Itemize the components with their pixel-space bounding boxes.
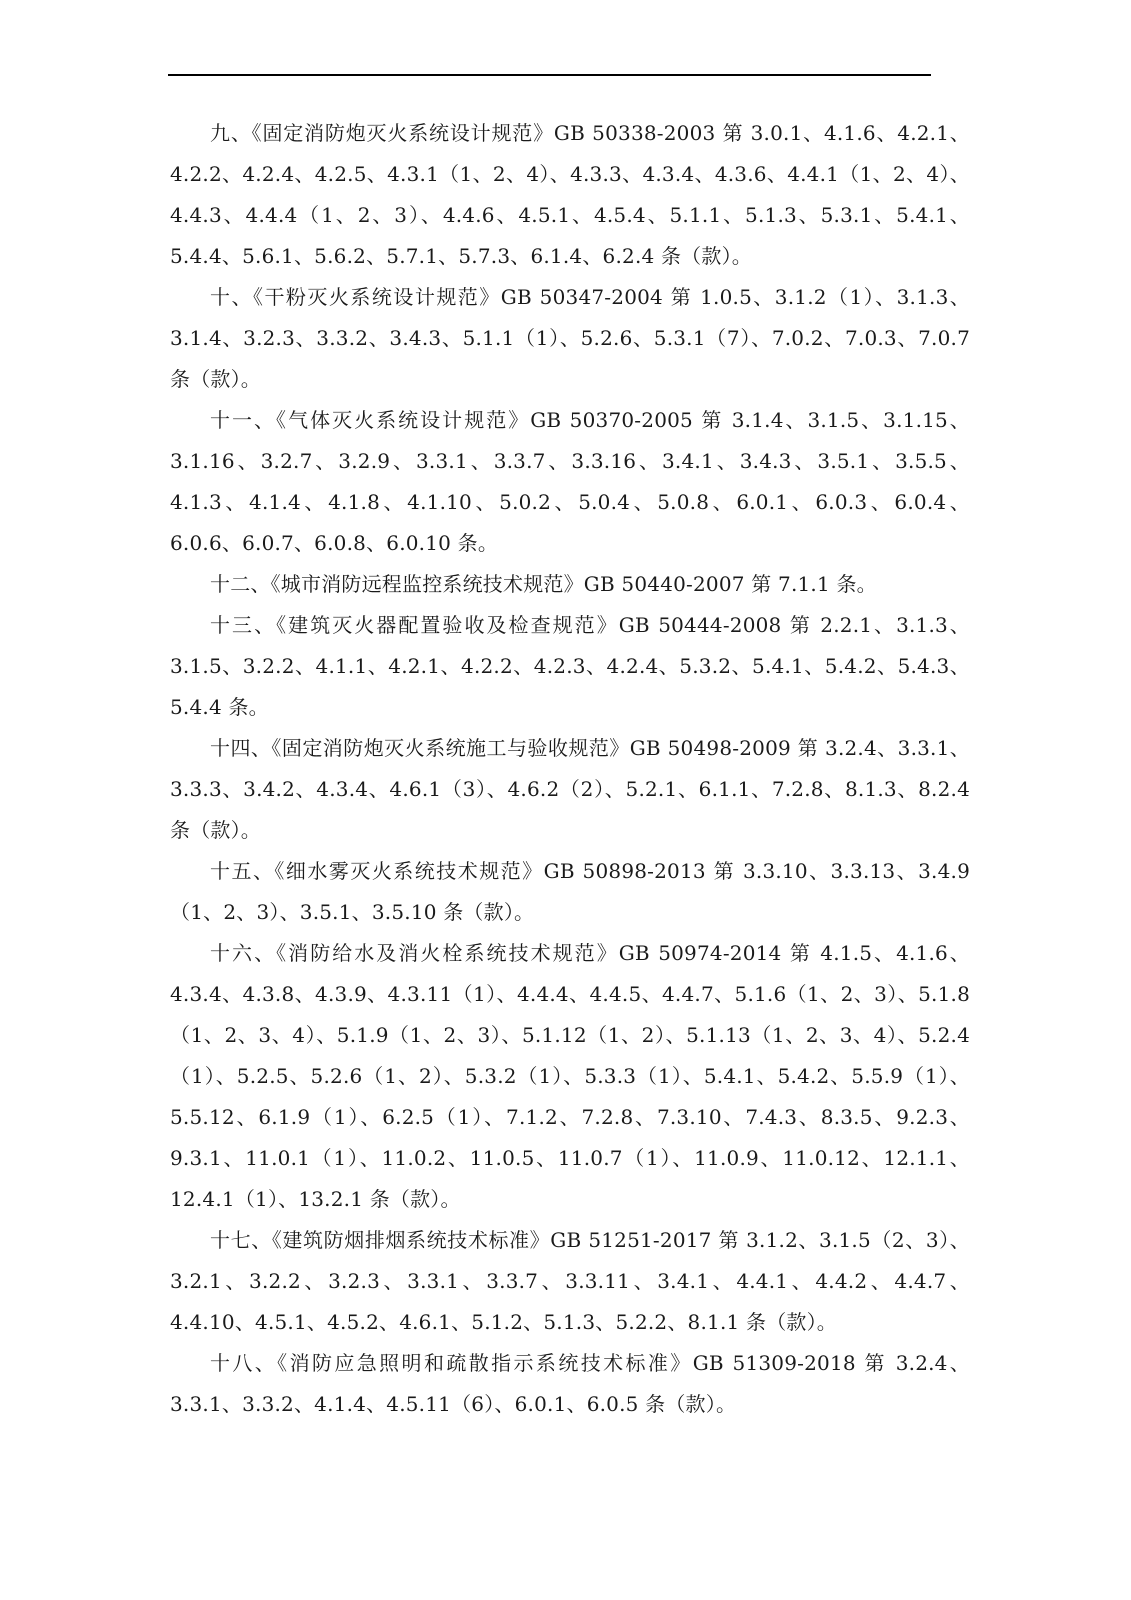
- paragraph-13: 十三、《建筑灭火器配置验收及检查规范》GB 50444-2008 第 2.2.1、3.1.3、3.1.5、3.2.2、4.1.1、4.2.1、4.2.2、4.2.3、4.2.4、5.3.2、5.4.1、5.4.2、5.4.3、5.4.4 条。: [170, 613, 970, 719]
- document-body: [170, 113, 970, 1425]
- paragraph-9: 九、《固定消防炮灭火系统设计规范》GB 50338-2003 第 3.0.1、4.1.6、4.2.1、4.2.2、4.2.4、4.2.5、4.3.1（1、2、4）、4.3.3、4.3.4、4.3.6、4.4.1（1、2、4）、4.4.3、4.4.4（1、2、3）、4.4.6、4.5.1、4.5.4、5.1.1、5.1.3、5.3.1、5.4.1、5.4.4、5.6.1、5.6.2、5.7.1、5.7.3、6.1.4、6.2.4 条（款）。: [170, 121, 970, 268]
- paragraph-10: 十、《干粉灭火系统设计规范》GB 50347-2004 第 1.0.5、3.1.2（1）、3.1.3、3.1.4、3.2.3、3.3.2、3.4.3、5.1.1（1）、5.2.6、5.3.1（7）、7.0.2、7.0.3、7.0.7 条（款）。: [170, 285, 970, 391]
- paragraph-11: 十一、《气体灭火系统设计规范》GB 50370-2005 第 3.1.4、3.1.5、3.1.15、3.1.16、3.2.7、3.2.9、3.3.1、3.3.7、3.3.16、3.4.1、3.4.3、3.5.1、3.5.5、4.1.3、4.1.4、4.1.8、4.1.10、5.0.2、5.0.4、5.0.8、6.0.1、6.0.3、6.0.4、6.0.6、6.0.7、6.0.8、6.0.10 条。: [170, 408, 970, 555]
- paragraph-17: 十七、《建筑防烟排烟系统技术标准》GB 51251-2017 第 3.1.2、3.1.5（2、3）、3.2.1、3.2.2、3.2.3、3.3.1、3.3.7、3.3.11、3.4.1、4.4.1、4.4.2、4.4.7、4.4.10、4.5.1、4.5.2、4.6.1、5.1.2、5.1.3、5.2.2、8.1.1 条（款）。: [170, 1228, 970, 1334]
- paragraph-15: 十五、《细水雾灭火系统技术规范》GB 50898-2013 第 3.3.10、3.3.13、3.4.9（1、2、3）、3.5.1、3.5.10 条（款）。: [170, 859, 970, 924]
- paragraph-18: 十八、《消防应急照明和疏散指示系统技术标准》GB 51309-2018 第 3.2.4、3.3.1、3.3.2、4.1.4、4.5.11（6）、6.0.1、6.0.5 条（款）。: [170, 1351, 970, 1416]
- paragraph-14: 十四、《固定消防炮灭火系统施工与验收规范》GB 50498-2009 第 3.2.4、3.3.1、3.3.3、3.4.2、4.3.4、4.6.1（3）、4.6.2（2）、5.2.1、6.1.1、7.2.8、8.1.3、8.2.4 条（款）。: [170, 736, 970, 842]
- paragraph-12: 十二、《城市消防远程监控系统技术规范》GB 50440-2007 第 7.1.1 条。: [210, 572, 877, 596]
- header-rule: [168, 74, 931, 76]
- paragraph-16: 十六、《消防给水及消火栓系统技术规范》GB 50974-2014 第 4.1.5、4.1.6、4.3.4、4.3.8、4.3.9、4.3.11（1）、4.4.4、4.4.5、4.4.7、5.1.6（1、2、3）、5.1.8（1、2、3、4）、5.1.9（1、2、3）、5.1.12（1、2）、5.1.13（1、2、3、4）、5.2.4（1）、5.2.5、5.2.6（1、2）、5.3.2（1）、5.3.3（1）、5.4.1、5.4.2、5.5.9（1）、5.5.12、6.1.9（1）、6.2.5（1）、7.1.2、7.2.8、7.3.10、7.4.3、8.3.5、9.2.3、9.3.1、11.0.1（1）、11.0.2、11.0.5、11.0.7（1）、11.0.9、11.0.12、12.1.1、12.4.1（1）、13.2.1 条（款）。: [170, 941, 970, 1211]
